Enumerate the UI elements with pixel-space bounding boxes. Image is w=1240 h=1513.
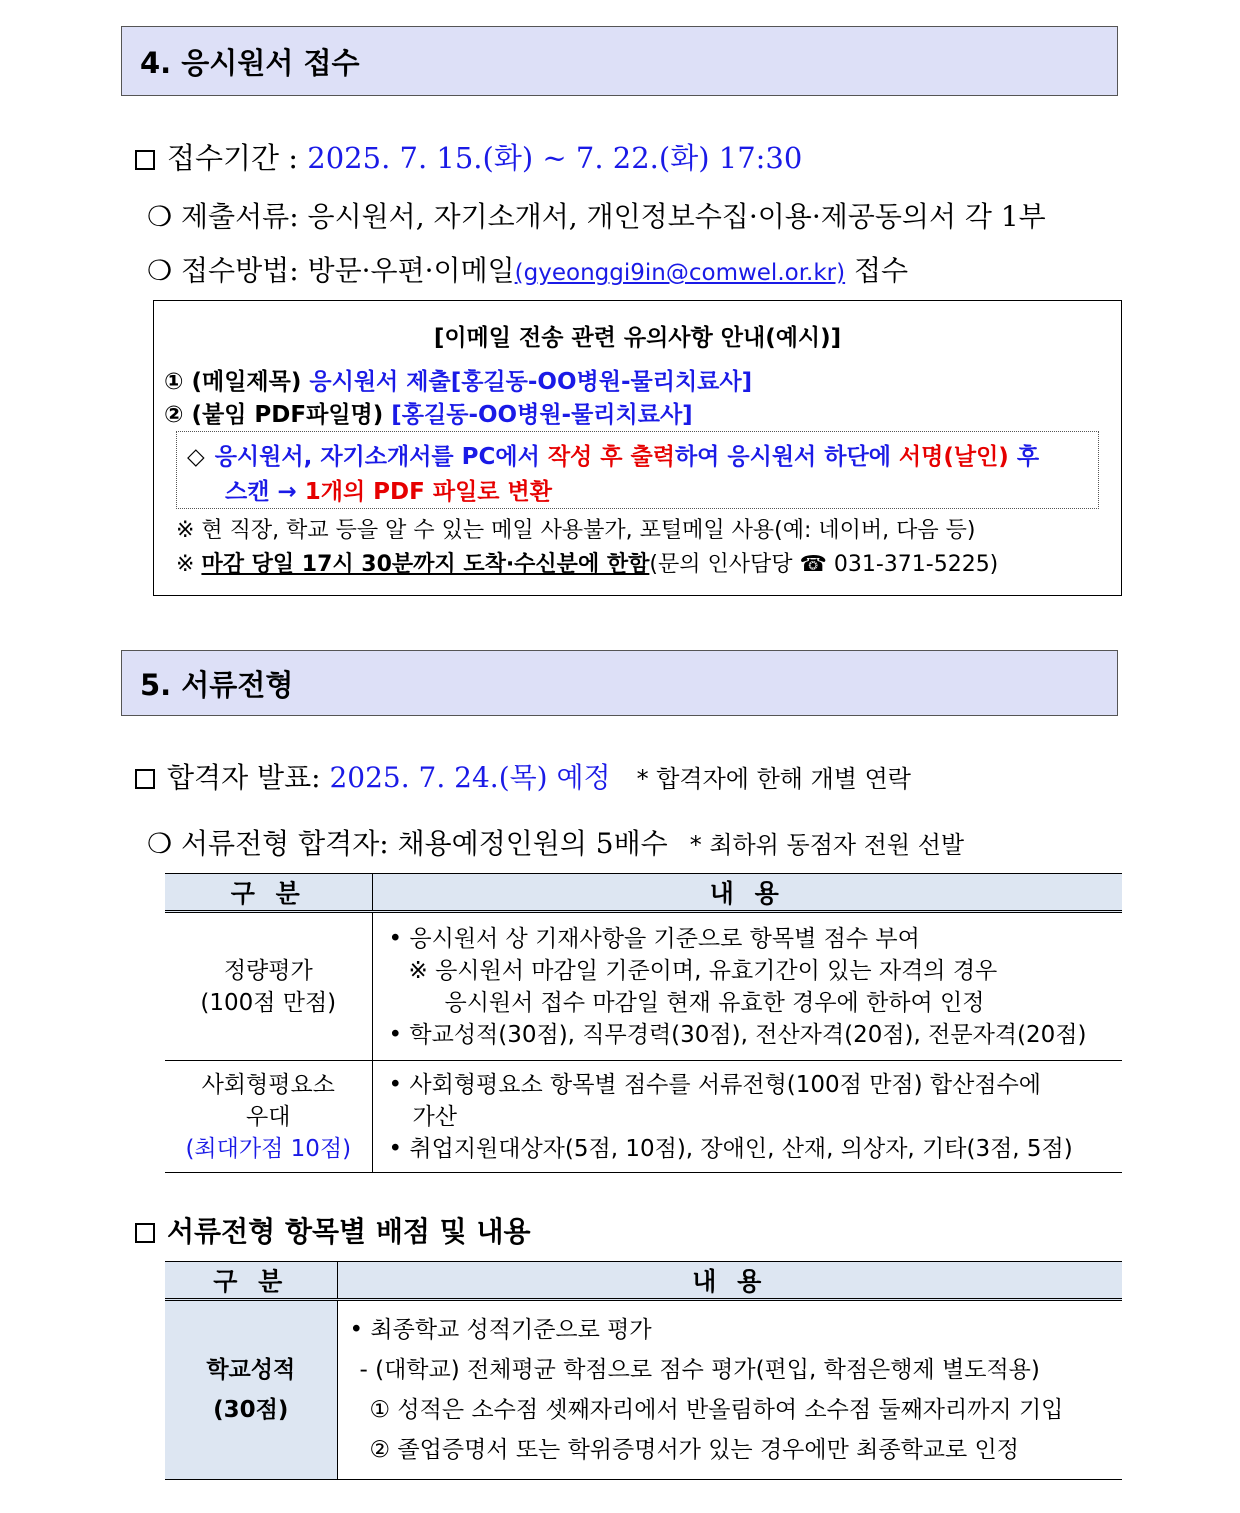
- notice-item2-value: [홍길동-OO병원-물리치료사]: [391, 402, 693, 428]
- row2-bullet1-cont: 가산: [412, 1103, 457, 1130]
- documents-text: 제출서류: 응시원서, 자기소개서, 개인정보수집·이용·제공동의서 각 1부: [181, 200, 1046, 233]
- note2-prefix: ※: [176, 552, 202, 577]
- inner-text-a: 응시원서, 자기소개서를 PC에서: [214, 444, 548, 470]
- inner-text-g: 1개의 PDF 파일로 변환: [304, 479, 552, 505]
- notice-item1-label: ① (메일제목): [164, 369, 310, 395]
- school-grade-content: [337, 1300, 1122, 1480]
- inner-text-d: 서명(날인): [898, 444, 1009, 470]
- screening-table: [165, 873, 1122, 1173]
- row1-note2: 응시원서 접수 마감일 현재 유효한 경우에 한하여 인정: [444, 989, 985, 1016]
- method-line: [147, 249, 908, 289]
- row1-bullet1: • 응시원서 상 기재사항을 기준으로 항목별 점수 부여: [388, 925, 920, 952]
- inner-text-f: 스캔 →: [225, 479, 305, 505]
- pass-text: 서류전형 합격자: 채용예정인원의 5배수: [181, 827, 668, 860]
- row2-content: [372, 1061, 1122, 1173]
- table-row: [165, 1300, 1122, 1480]
- section5-header: [121, 650, 1118, 716]
- circle-bullet-icon: ❍: [147, 254, 173, 287]
- row2-cat-line3: (최대가점 10점): [185, 1135, 352, 1162]
- school-grade-line4: ② 졸업증명서 또는 학위증명서가 있는 경우에만 최종학교로 인정: [369, 1437, 1019, 1463]
- school-grade-cat-line2: (30점): [213, 1397, 289, 1423]
- inner-dotted-box: [176, 431, 1099, 509]
- scoring-table: [165, 1261, 1122, 1480]
- row1-content: [372, 912, 1122, 1061]
- method-suffix: 접수: [845, 254, 909, 287]
- header-content: 내 용: [372, 874, 1122, 912]
- note2-bold: 마감 당일 17시 30분까지 도착·수신분에 한함: [201, 552, 650, 577]
- period-line: [135, 136, 802, 177]
- scoring-title-line: [135, 1210, 531, 1250]
- square-bullet-icon: [135, 1223, 155, 1243]
- notice-note2: [176, 547, 998, 578]
- notice-item2-label: ② (붙임 PDF파일명): [164, 402, 392, 428]
- circle-bullet-icon: ❍: [147, 200, 173, 233]
- table-row: [165, 1061, 1122, 1173]
- row1-category: [165, 912, 372, 1061]
- email-notice-box: [153, 300, 1122, 596]
- notice-item1-value: 응시원서 제출[홍길동-OO병원-물리치료사]: [309, 369, 753, 395]
- inner-line2: [225, 473, 552, 506]
- header-category: 구 분: [165, 1262, 337, 1300]
- row2-cat-line2: 우대: [246, 1103, 291, 1130]
- pass-line: [147, 822, 964, 862]
- section4-header: [121, 26, 1118, 96]
- header-category: 구 분: [165, 874, 372, 912]
- method-prefix: 접수방법: 방문·우편·이메일: [181, 254, 515, 287]
- row1-cat-line2: (100점 만점): [200, 989, 337, 1016]
- period-value: 2025. 7. 15.(화) ~ 7. 22.(화) 17:30: [307, 141, 803, 175]
- announce-note: * 합격자에 한해 개별 연락: [636, 765, 911, 793]
- row2-bullet2: • 취업지원대상자(5점, 10점), 장애인, 산재, 의상자, 기타(3점, 5점): [388, 1135, 1073, 1162]
- scoring-title: 서류전형 항목별 배점 및 내용: [167, 1215, 531, 1248]
- circle-bullet-icon: ❍: [147, 827, 173, 860]
- table-header-row: [165, 1262, 1122, 1300]
- section4-title: 4. 응시원서 접수: [140, 45, 360, 80]
- notice-title: [이메일 전송 관련 유의사항 안내(예시)]: [433, 325, 842, 351]
- school-grade-line1: • 최종학교 성적기준으로 평가: [349, 1317, 652, 1343]
- notice-item2: [164, 396, 693, 429]
- inner-line1: [187, 438, 1039, 471]
- announce-label: 합격자 발표:: [167, 761, 330, 794]
- diamond-icon: ◇: [187, 444, 205, 470]
- pass-note: * 최하위 동점자 전원 선발: [689, 831, 965, 859]
- school-grade-line2: - (대학교) 전체평균 학점으로 점수 평가(편입, 학점은행제 별도적용): [359, 1357, 1040, 1383]
- announce-line: [135, 756, 911, 796]
- school-grade-cat-line1: 학교성적: [206, 1357, 296, 1383]
- section5-title: 5. 서류전형: [140, 667, 294, 702]
- header-content: 내 용: [337, 1262, 1122, 1300]
- inner-text-c: 하여 응시원서 하단에: [674, 444, 899, 470]
- row2-category: [165, 1061, 372, 1173]
- announce-value: 2025. 7. 24.(목) 예정: [329, 761, 611, 794]
- row1-bullet2: • 학교성적(30점), 직무경력(30점), 전산자격(20점), 전문자격(20점): [388, 1021, 1087, 1048]
- period-label: 접수기간 :: [167, 141, 308, 175]
- row2-bullet1: • 사회형평요소 항목별 점수를 서류전형(100점 만점) 합산점수에: [388, 1071, 1042, 1098]
- notice-item1: [164, 363, 752, 396]
- school-grade-line3: ① 성적은 소수점 셋째자리에서 반올림하여 소수점 둘째자리까지 기입: [369, 1397, 1064, 1423]
- table-header-row: [165, 874, 1122, 912]
- inner-text-e: 후: [1008, 444, 1040, 470]
- notice-note1: ※ 현 직장, 학교 등을 알 수 있는 메일 사용불가, 포털메일 사용(예: 네이버, 다음 등): [176, 518, 976, 543]
- school-grade-category: [165, 1300, 337, 1480]
- square-bullet-icon: [135, 150, 155, 170]
- note2-suffix: (문의 인사담당 ☎ 031-371-5225): [649, 552, 999, 577]
- row1-note1: ※ 응시원서 마감일 기준이며, 유효기간이 있는 자격의 경우: [408, 957, 998, 984]
- documents-line: [147, 195, 1046, 235]
- square-bullet-icon: [135, 769, 155, 789]
- row1-cat-line1: 정량평가: [223, 957, 313, 984]
- row2-cat-line1: 사회형평요소: [201, 1071, 335, 1098]
- method-email[interactable]: (gyeonggi9in@comwel.or.kr): [514, 260, 846, 286]
- inner-text-b: 작성 후 출력: [547, 444, 675, 470]
- table-row: [165, 912, 1122, 1061]
